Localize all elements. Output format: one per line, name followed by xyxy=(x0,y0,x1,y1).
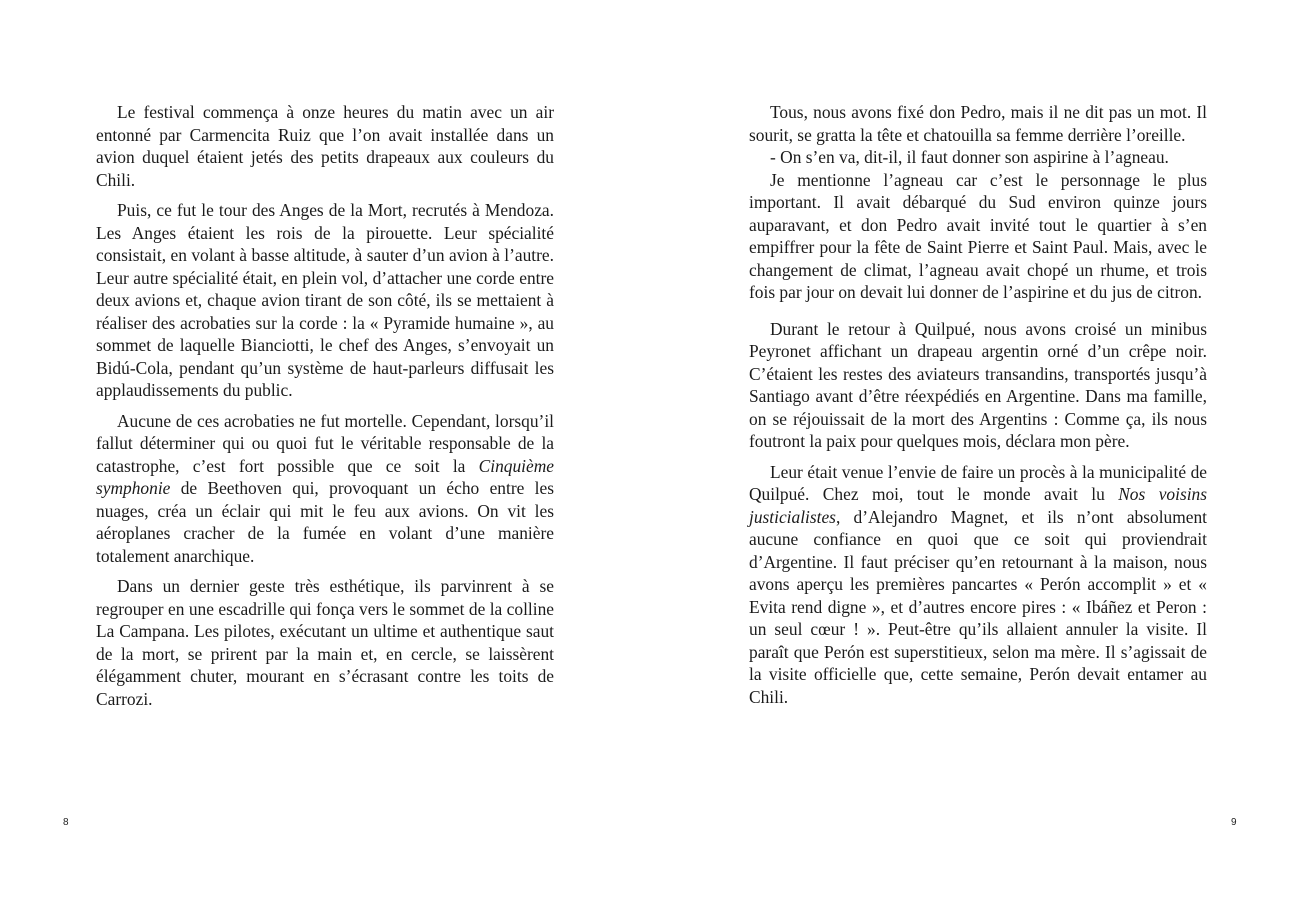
paragraph xyxy=(96,410,554,568)
right-page-text xyxy=(749,101,1207,716)
paragraph-text: de Beethoven qui, provoquant un écho entre les nuages, créa un éclair qui mit le feu aux avions. On vit les aéroplanes cracher de la fumée en volant d’une manière totalement anarchique. xyxy=(96,478,554,566)
paragraph: Durant le retour à Quilpué, nous avons croisé un minibus Peyronet affichant un drapeau argentin orné d’un crêpe noir. C’étaient les restes des aviateurs transandins, transportés jusqu’à Santiago avant d’être réexpédiés en Argentine. Dans ma famille, on se réjouissait de la mort des Argentins : Comme ça, ils nous foutront la paix pour quelques mois, déclara mon père. xyxy=(749,318,1207,451)
paragraph-text: Aucune de ces acrobaties ne fut mortelle. Cependant, lorsqu’il fallut déterminer qui ou quoi fut le véritable responsable de la catastrophe, c’est fort possible que ce soit la xyxy=(96,410,554,476)
paragraph-text: , d’Alejandro Magnet, et ils n’ont absolument aucune confiance en quoi que ce soit qui proviendrait d’Argentine. Il faut préciser qu’en retournant à la maison, nous avons aperçu les premières pancartes « Perón accomplit » et « Evita rend digne », et d’autres encore pires : « Ibáñez et Peron : un seul cœur ! ». Peut-être qu’ils allaient annuler la visite. Il paraît que Perón est superstitieux, selon ma mère. Il s’agissait de la visite officielle que, cette semaine, Perón devait entamer au Chili. xyxy=(749,506,1207,707)
left-page-text xyxy=(96,101,554,718)
paragraph: Dans un dernier geste très esthétique, ils parvinrent à se regrouper en une escadrille qui fonça vers le sommet de la colline La Campana. Les pilotes, exécutant un ultime et authentique saut de la mort, se prirent par la main et, en cercle, se laissèrent élégamment chuter, mourant en s’écrasant contre les toits de Carrozi. xyxy=(96,576,554,709)
dialogue-line: - On s’en va, dit-il, il faut donner son aspirine à l’agneau. xyxy=(770,147,1169,167)
page-number: 8 xyxy=(63,817,69,828)
paragraph: Puis, ce fut le tour des Anges de la Mort, recrutés à Mendoza. Les Anges étaient les rois de la pirouette. Leur spécialité consistait, en volant à basse altitude, à sauter d’un avion à l’autre. Leur autre spécialité était, en plein vol, d’attacher une corde entre deux avions et, chaque avion tirant de son côté, ils se mettaient à réaliser des acrobaties sur la corde : la « Pyramide humaine », au sommet de laquelle Bianciotti, le chef des Anges, s’envoyait un Bidú-Cola, pendant qu’un système de haut-parleurs diffusait les applaudissements du public. xyxy=(96,200,554,400)
paragraph xyxy=(749,461,1207,709)
paragraph: Tous, nous avons fixé don Pedro, mais il ne dit pas un mot. Il sourit, se gratta la tête et chatouilla sa femme derrière l’oreille. xyxy=(749,102,1207,145)
paragraph: Je mentionne l’agneau car c’est le personnage le plus important. Il avait débarqué du Sud environ quinze jours auparavant, et don Pedro avait invité tout le quartier à s’en empiffrer pour la fête de Saint Pierre et Saint Paul. Mais, avec le changement de climat, l’agneau avait chopé un rhume, et trois fois par jour on devait lui donner de l’aspirine et du jus de citron. xyxy=(749,169,1207,302)
italic-title: Cinquième symphonie xyxy=(96,455,554,498)
right-page xyxy=(652,0,1304,914)
italic-title: Nos voisins justicialistes xyxy=(749,484,1208,527)
page-number: 9 xyxy=(1231,817,1237,828)
paragraph: Le festival commença à onze heures du matin avec un air entonné par Carmencita Ruiz que l’on avait installée dans un avion duquel étaient jetés des petits drapeaux aux couleurs du Chili. xyxy=(96,102,554,190)
left-page xyxy=(0,0,652,914)
paragraph-text: Leur était venue l’envie de faire un procès à la municipalité de Quilpué. Chez moi, tout le monde avait lu xyxy=(749,461,1207,504)
